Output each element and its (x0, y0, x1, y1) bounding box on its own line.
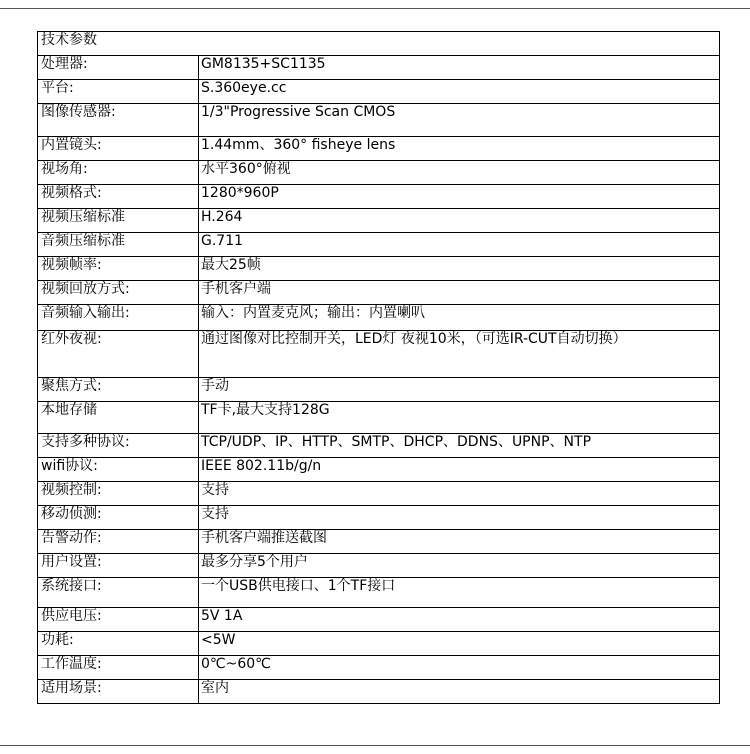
spec-value: 手机客户端推送截图 (199, 530, 720, 554)
spec-value: 最多分享5个用户 (199, 554, 720, 578)
spec-row (38, 80, 720, 104)
bottom-rule (0, 745, 750, 746)
spec-row (38, 608, 720, 632)
spec-value: 最大25帧 (199, 257, 720, 281)
spec-row (38, 530, 720, 554)
spec-row (38, 632, 720, 656)
spec-value: IEEE 802.11b/g/n (199, 458, 720, 482)
spec-value: 支持 (199, 482, 720, 506)
spec-label: 内置镜头: (38, 137, 199, 161)
spec-row (38, 137, 720, 161)
spec-value: 室内 (199, 680, 720, 704)
spec-label: 视场角: (38, 161, 199, 185)
spec-row (38, 305, 720, 331)
spec-row (38, 104, 720, 137)
spec-label: 视频控制: (38, 482, 199, 506)
spec-row (38, 378, 720, 402)
spec-row (38, 233, 720, 257)
spec-label: 供应电压: (38, 608, 199, 632)
spec-table (37, 31, 720, 704)
spec-label: 功耗: (38, 632, 199, 656)
spec-row (38, 209, 720, 233)
table-title-row (38, 32, 720, 56)
spec-label: 音频压缩标准 (38, 233, 199, 257)
spec-label: 支持多种协议: (38, 434, 199, 458)
spec-label: 视频帧率: (38, 257, 199, 281)
spec-label: 平台: (38, 80, 199, 104)
spec-label: 移动侦测: (38, 506, 199, 530)
spec-value: S.360eye.cc (199, 80, 720, 104)
spec-label: 视频回放方式: (38, 281, 199, 305)
spec-value: G.711 (199, 233, 720, 257)
spec-value: 5V 1A (199, 608, 720, 632)
spec-label: 适用场景: (38, 680, 199, 704)
spec-row (38, 578, 720, 608)
spec-value: 支持 (199, 506, 720, 530)
spec-row (38, 161, 720, 185)
spec-label: 视频格式: (38, 185, 199, 209)
spec-value: 输入：内置麦克风；输出：内置喇叭 (199, 305, 720, 331)
spec-row (38, 482, 720, 506)
spec-value: GM8135+SC1135 (199, 56, 720, 80)
spec-row (38, 434, 720, 458)
spec-value: TCP/UDP、IP、HTTP、SMTP、DHCP、DDNS、UPNP、NTP (199, 434, 720, 458)
spec-row (38, 257, 720, 281)
spec-value: 1/3"Progressive Scan CMOS (199, 104, 720, 137)
spec-label: 用户设置: (38, 554, 199, 578)
spec-row (38, 185, 720, 209)
spec-label: 视频压缩标准 (38, 209, 199, 233)
spec-row (38, 680, 720, 704)
spec-value: 手动 (199, 378, 720, 402)
spec-label: 处理器: (38, 56, 199, 80)
spec-row (38, 331, 720, 378)
spec-row (38, 458, 720, 482)
top-rule (0, 8, 750, 9)
spec-label: wifi协议: (38, 458, 199, 482)
spec-value: TF卡,最大支持128G (199, 402, 720, 434)
spec-label: 图像传感器: (38, 104, 199, 137)
spec-label: 聚焦方式: (38, 378, 199, 402)
spec-row (38, 281, 720, 305)
spec-row (38, 506, 720, 530)
spec-row (38, 554, 720, 578)
spec-value: <5W (199, 632, 720, 656)
spec-row (38, 656, 720, 680)
spec-label: 红外夜视: (38, 331, 199, 378)
spec-label: 系统接口: (38, 578, 199, 608)
spec-label: 告警动作: (38, 530, 199, 554)
spec-label: 工作温度: (38, 656, 199, 680)
spec-row (38, 56, 720, 80)
spec-value: 通过图像对比控制开关，LED灯 夜视10米，（可选IR-CUT自动切换） (199, 331, 720, 378)
spec-value: 1280*960P (199, 185, 720, 209)
spec-label: 本地存储 (38, 402, 199, 434)
spec-value: 0℃~60℃ (199, 656, 720, 680)
spec-value: 水平360°俯视 (199, 161, 720, 185)
spec-value: 一个USB供电接口、1个TF接口 (199, 578, 720, 608)
spec-row (38, 402, 720, 434)
table-title: 技术参数 (38, 32, 720, 56)
spec-value: 手机客户端 (199, 281, 720, 305)
spec-label: 音频输入输出: (38, 305, 199, 331)
spec-value: 1.44mm、360° fisheye lens (199, 137, 720, 161)
spec-value: H.264 (199, 209, 720, 233)
